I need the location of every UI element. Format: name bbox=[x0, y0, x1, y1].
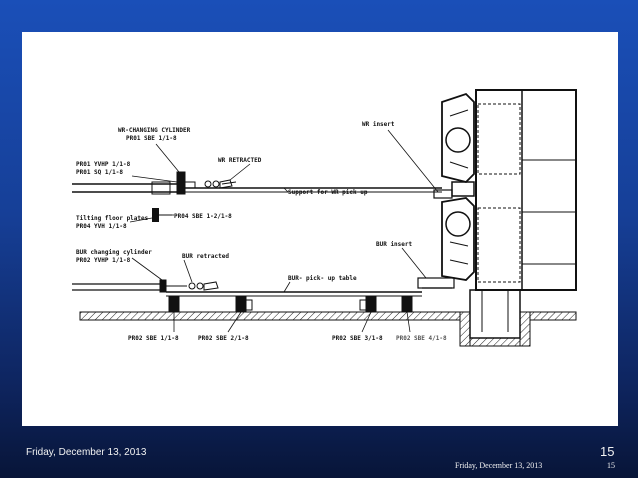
footer-page-number: 15 bbox=[600, 444, 615, 459]
slide-content bbox=[22, 32, 618, 426]
wr-changing-rail bbox=[72, 172, 442, 194]
footer-page-number-small: 15 bbox=[607, 461, 615, 470]
label-bur-insert: BUR insert bbox=[376, 241, 413, 248]
label-pr02-yvhp: PR02 YVHP 1/1-8 bbox=[76, 257, 131, 264]
label-bur-table: BUR- pick- up table bbox=[288, 275, 357, 282]
label-bur-retracted: BUR retracted bbox=[182, 253, 229, 260]
label-pr04-sbe: PR04 SBE 1-2/1-8 bbox=[174, 213, 232, 220]
footer-date-small: Friday, December 13, 2013 bbox=[455, 461, 543, 470]
label-wr-retracted: WR RETRACTED bbox=[218, 157, 262, 164]
label-pr02-sbe2: PR02 SBE 2/1-8 bbox=[198, 335, 249, 342]
label-pr04-yvh: PR04 YVH 1/1-8 bbox=[76, 223, 127, 230]
label-pr02-sbe4: PR02 SBE 4/1-8 bbox=[396, 335, 447, 342]
bur-changing-rail bbox=[72, 280, 452, 312]
label-tilting: Tilting floor plates bbox=[76, 215, 149, 222]
label-wr-insert: WR insert bbox=[362, 121, 395, 128]
mill-stand bbox=[418, 90, 576, 338]
mill-roll-change-diagram bbox=[22, 32, 618, 426]
label-pr02-sbe1: PR02 SBE 1/1-8 bbox=[128, 335, 179, 342]
tilting-floor-plate bbox=[152, 208, 172, 222]
label-bur-changing: BUR changing cylinder bbox=[76, 249, 152, 256]
label-wr-changing: WR-CHANGING CYLINDER bbox=[118, 127, 191, 134]
footer-date-left: Friday, December 13, 2013 bbox=[26, 447, 147, 458]
label-support-wr: Support for WR pick-up bbox=[288, 189, 368, 196]
label-pr01-yvhp: PR01 YVHP 1/1-8 bbox=[76, 161, 131, 168]
label-wr-changing-sub: PR01 SBE 1/1-8 bbox=[126, 135, 177, 142]
label-pr01-sq: PR01 SQ 1/1-8 bbox=[76, 169, 123, 176]
label-pr02-sbe3: PR02 SBE 3/1-8 bbox=[332, 335, 383, 342]
